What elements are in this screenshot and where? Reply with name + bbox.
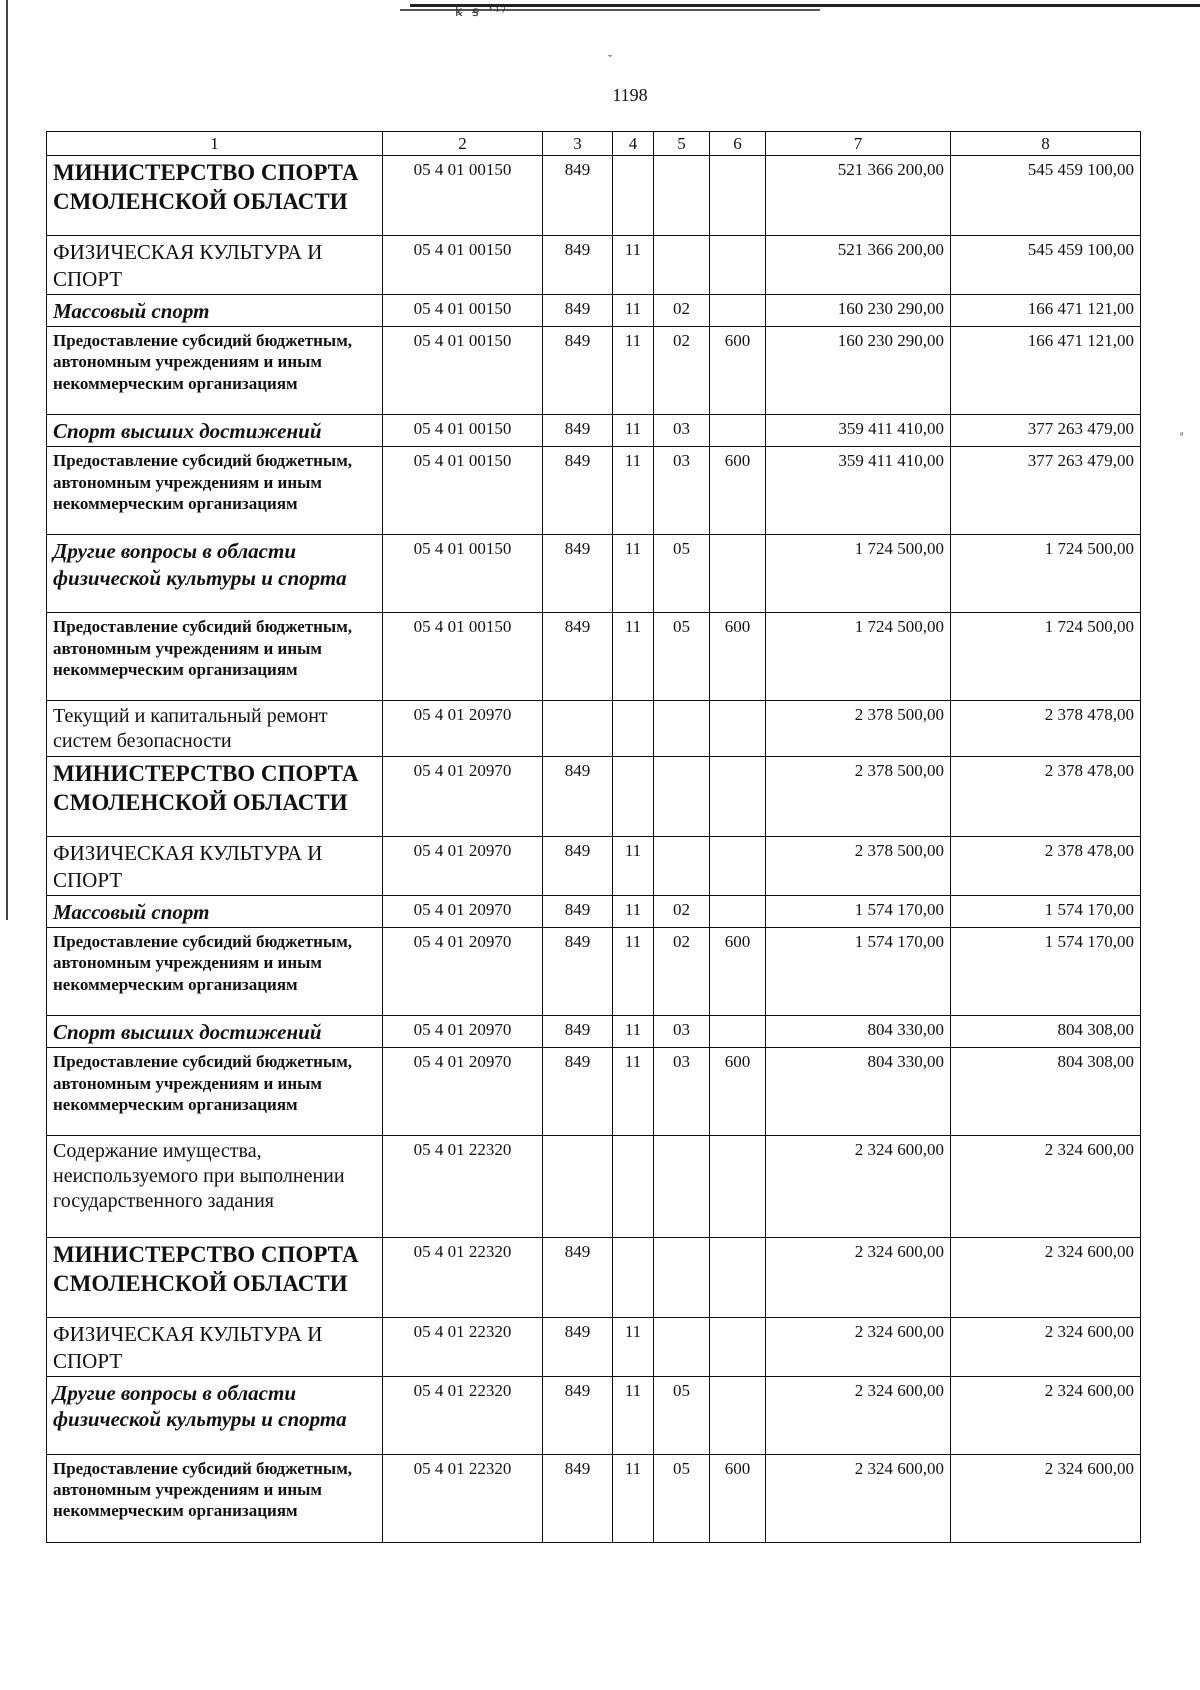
target-article-code: 05 4 01 00150	[383, 415, 543, 447]
department-code: 849	[543, 1016, 613, 1048]
scan-artifact-marks: ꝃ ꞩ ʼⁱˀ	[455, 5, 509, 20]
subsection-code: 03	[654, 415, 710, 447]
amount-year-2: 804 308,00	[951, 1048, 1141, 1136]
section-code: 11	[613, 415, 654, 447]
amount-year-2: 545 459 100,00	[951, 236, 1141, 295]
budget-table	[46, 131, 1141, 1543]
section-code: 11	[613, 1376, 654, 1454]
section-code: 11	[613, 1318, 654, 1377]
department-code: 849	[543, 1318, 613, 1377]
subsection-code	[654, 156, 710, 236]
table-row	[47, 1016, 1141, 1048]
amount-year-2: 1 574 170,00	[951, 928, 1141, 1016]
expense-type-code	[710, 236, 766, 295]
target-article-code: 05 4 01 22320	[383, 1318, 543, 1377]
amount-year-2: 804 308,00	[951, 1016, 1141, 1048]
table-row	[47, 1238, 1141, 1318]
amount-year-2: 1 724 500,00	[951, 535, 1141, 613]
table-row	[47, 535, 1141, 613]
target-article-code: 05 4 01 00150	[383, 535, 543, 613]
department-code: 849	[543, 1238, 613, 1318]
row-name: ФИЗИЧЕСКАЯ КУЛЬТУРА И СПОРТ	[47, 1318, 383, 1377]
department-code: 849	[543, 236, 613, 295]
subsection-code: 02	[654, 895, 710, 927]
amount-year-2: 377 263 479,00	[951, 447, 1141, 535]
row-name: Содержание имущества, неиспользуемого при выполнении государственного задания	[47, 1136, 383, 1238]
table-row	[47, 156, 1141, 236]
subsection-code	[654, 837, 710, 896]
amount-year-1: 1 574 170,00	[766, 895, 951, 927]
amount-year-2: 2 324 600,00	[951, 1136, 1141, 1238]
expense-type-code	[710, 294, 766, 326]
department-code: 849	[543, 613, 613, 701]
table-row	[47, 415, 1141, 447]
amount-year-1: 2 378 500,00	[766, 837, 951, 896]
department-code: 849	[543, 895, 613, 927]
scan-left-edge	[6, 0, 8, 920]
subsection-code: 02	[654, 928, 710, 1016]
table-row	[47, 701, 1141, 757]
amount-year-1: 2 324 600,00	[766, 1136, 951, 1238]
subsection-code: 03	[654, 1048, 710, 1136]
row-name: Спорт высших достижений	[47, 415, 383, 447]
department-code	[543, 701, 613, 757]
row-name: Текущий и капитальный ремонт систем безопасности	[47, 701, 383, 757]
target-article-code: 05 4 01 22320	[383, 1238, 543, 1318]
section-code	[613, 1238, 654, 1318]
section-code: 11	[613, 236, 654, 295]
row-name: Предоставление субсидий бюджетным, автономным учреждениям и иным некоммерческим организациям	[47, 447, 383, 535]
section-code: 11	[613, 837, 654, 896]
subsection-code: 03	[654, 1016, 710, 1048]
table-row	[47, 757, 1141, 837]
table-row	[47, 236, 1141, 295]
section-code: 11	[613, 1016, 654, 1048]
section-code: 11	[613, 294, 654, 326]
expense-type-code	[710, 415, 766, 447]
amount-year-1: 2 378 500,00	[766, 757, 951, 837]
amount-year-2: 2 324 600,00	[951, 1454, 1141, 1542]
section-code: 11	[613, 895, 654, 927]
amount-year-2: 166 471 121,00	[951, 327, 1141, 415]
section-code: 11	[613, 327, 654, 415]
department-code: 849	[543, 327, 613, 415]
amount-year-1: 160 230 290,00	[766, 327, 951, 415]
expense-type-code: 600	[710, 613, 766, 701]
target-article-code: 05 4 01 00150	[383, 447, 543, 535]
row-name: МИНИСТЕРСТВО СПОРТА СМОЛЕНСКОЙ ОБЛАСТИ	[47, 1238, 383, 1318]
amount-year-1: 2 378 500,00	[766, 701, 951, 757]
subsection-code: 05	[654, 1454, 710, 1542]
table-row	[47, 294, 1141, 326]
department-code: 849	[543, 1048, 613, 1136]
expense-type-code: 600	[710, 1048, 766, 1136]
target-article-code: 05 4 01 22320	[383, 1376, 543, 1454]
amount-year-2: 2 324 600,00	[951, 1376, 1141, 1454]
column-number-header-row	[47, 132, 1141, 156]
row-name: Массовый спорт	[47, 294, 383, 326]
row-name: Другие вопросы в области физической культуры и спорта	[47, 535, 383, 613]
department-code: 849	[543, 415, 613, 447]
target-article-code: 05 4 01 22320	[383, 1454, 543, 1542]
row-name: Предоставление субсидий бюджетным, автономным учреждениям и иным некоммерческим организациям	[47, 327, 383, 415]
expense-type-code	[710, 1136, 766, 1238]
amount-year-2: 1 724 500,00	[951, 613, 1141, 701]
row-name: Предоставление субсидий бюджетным, автономным учреждениям и иным некоммерческим организациям	[47, 1048, 383, 1136]
amount-year-2: 377 263 479,00	[951, 415, 1141, 447]
column-header: 8	[951, 132, 1141, 156]
subsection-code: 05	[654, 1376, 710, 1454]
amount-year-1: 2 324 600,00	[766, 1238, 951, 1318]
expense-type-code: 600	[710, 447, 766, 535]
department-code: 849	[543, 156, 613, 236]
amount-year-2: 2 378 478,00	[951, 701, 1141, 757]
subsection-code	[654, 757, 710, 837]
column-header: 4	[613, 132, 654, 156]
subsection-code: 03	[654, 447, 710, 535]
department-code: 849	[543, 928, 613, 1016]
amount-year-2: 166 471 121,00	[951, 294, 1141, 326]
expense-type-code	[710, 535, 766, 613]
amount-year-1: 2 324 600,00	[766, 1454, 951, 1542]
subsection-code: 02	[654, 294, 710, 326]
subsection-code: 02	[654, 327, 710, 415]
target-article-code: 05 4 01 00150	[383, 156, 543, 236]
row-name: Предоставление субсидий бюджетным, автономным учреждениям и иным некоммерческим организациям	[47, 613, 383, 701]
row-name: Спорт высших достижений	[47, 1016, 383, 1048]
row-name: Массовый спорт	[47, 895, 383, 927]
table-row	[47, 1048, 1141, 1136]
subsection-code	[654, 1238, 710, 1318]
subsection-code	[654, 236, 710, 295]
amount-year-2: 2 324 600,00	[951, 1318, 1141, 1377]
table-row	[47, 1376, 1141, 1454]
table-row	[47, 1136, 1141, 1238]
table-row	[47, 1454, 1141, 1542]
section-code: 11	[613, 1454, 654, 1542]
expense-type-code	[710, 1376, 766, 1454]
subsection-code: 05	[654, 535, 710, 613]
department-code	[543, 1136, 613, 1238]
table-row	[47, 895, 1141, 927]
expense-type-code	[710, 1238, 766, 1318]
target-article-code: 05 4 01 20970	[383, 928, 543, 1016]
amount-year-1: 2 324 600,00	[766, 1376, 951, 1454]
amount-year-1: 359 411 410,00	[766, 415, 951, 447]
target-article-code: 05 4 01 22320	[383, 1136, 543, 1238]
expense-type-code	[710, 1016, 766, 1048]
section-code	[613, 757, 654, 837]
column-header: 3	[543, 132, 613, 156]
table-row	[47, 447, 1141, 535]
expense-type-code	[710, 1318, 766, 1377]
table-row	[47, 327, 1141, 415]
target-article-code: 05 4 01 20970	[383, 1048, 543, 1136]
subsection-code	[654, 1318, 710, 1377]
column-header: 1	[47, 132, 383, 156]
target-article-code: 05 4 01 20970	[383, 1016, 543, 1048]
target-article-code: 05 4 01 20970	[383, 701, 543, 757]
amount-year-1: 804 330,00	[766, 1048, 951, 1136]
amount-year-2: 2 378 478,00	[951, 837, 1141, 896]
expense-type-code: 600	[710, 1454, 766, 1542]
target-article-code: 05 4 01 20970	[383, 757, 543, 837]
expense-type-code	[710, 701, 766, 757]
target-article-code: 05 4 01 00150	[383, 236, 543, 295]
section-code	[613, 701, 654, 757]
section-code: 11	[613, 1048, 654, 1136]
row-name: МИНИСТЕРСТВО СПОРТА СМОЛЕНСКОЙ ОБЛАСТИ	[47, 757, 383, 837]
expense-type-code	[710, 156, 766, 236]
department-code: 849	[543, 1376, 613, 1454]
amount-year-1: 1 574 170,00	[766, 928, 951, 1016]
scan-edge-line	[410, 4, 1200, 7]
table-row	[47, 1318, 1141, 1377]
column-header: 7	[766, 132, 951, 156]
section-code	[613, 156, 654, 236]
row-name: ФИЗИЧЕСКАЯ КУЛЬТУРА И СПОРТ	[47, 236, 383, 295]
target-article-code: 05 4 01 00150	[383, 327, 543, 415]
amount-year-1: 1 724 500,00	[766, 535, 951, 613]
amount-year-2: 2 378 478,00	[951, 757, 1141, 837]
page-number: 1198	[612, 85, 648, 105]
row-name: Предоставление субсидий бюджетным, автономным учреждениям и иным некоммерческим организациям	[47, 1454, 383, 1542]
stray-mark: ᵃ	[1180, 428, 1184, 442]
row-name: МИНИСТЕРСТВО СПОРТА СМОЛЕНСКОЙ ОБЛАСТИ	[47, 156, 383, 236]
column-header: 5	[654, 132, 710, 156]
amount-year-1: 521 366 200,00	[766, 236, 951, 295]
target-article-code: 05 4 01 20970	[383, 837, 543, 896]
amount-year-1: 160 230 290,00	[766, 294, 951, 326]
table-row	[47, 837, 1141, 896]
row-name: Другие вопросы в области физической культуры и спорта	[47, 1376, 383, 1454]
expense-type-code	[710, 757, 766, 837]
subsection-code	[654, 701, 710, 757]
section-code	[613, 1136, 654, 1238]
amount-year-2: 2 324 600,00	[951, 1238, 1141, 1318]
section-code: 11	[613, 447, 654, 535]
amount-year-2: 1 574 170,00	[951, 895, 1141, 927]
table-row	[47, 613, 1141, 701]
department-code: 849	[543, 294, 613, 326]
column-header: 2	[383, 132, 543, 156]
target-article-code: 05 4 01 00150	[383, 294, 543, 326]
amount-year-1: 804 330,00	[766, 1016, 951, 1048]
expense-type-code	[710, 895, 766, 927]
table-row	[47, 928, 1141, 1016]
expense-type-code: 600	[710, 327, 766, 415]
department-code: 849	[543, 1454, 613, 1542]
subsection-code	[654, 1136, 710, 1238]
row-name: Предоставление субсидий бюджетным, автономным учреждениям и иным некоммерческим организациям	[47, 928, 383, 1016]
stray-mark: ˇ	[608, 52, 612, 66]
amount-year-2: 545 459 100,00	[951, 156, 1141, 236]
target-article-code: 05 4 01 20970	[383, 895, 543, 927]
target-article-code: 05 4 01 00150	[383, 613, 543, 701]
amount-year-1: 2 324 600,00	[766, 1318, 951, 1377]
amount-year-1: 1 724 500,00	[766, 613, 951, 701]
department-code: 849	[543, 535, 613, 613]
department-code: 849	[543, 447, 613, 535]
amount-year-1: 359 411 410,00	[766, 447, 951, 535]
amount-year-1: 521 366 200,00	[766, 156, 951, 236]
section-code: 11	[613, 613, 654, 701]
department-code: 849	[543, 837, 613, 896]
department-code: 849	[543, 757, 613, 837]
section-code: 11	[613, 535, 654, 613]
subsection-code: 05	[654, 613, 710, 701]
expense-type-code: 600	[710, 928, 766, 1016]
expense-type-code	[710, 837, 766, 896]
column-header: 6	[710, 132, 766, 156]
row-name: ФИЗИЧЕСКАЯ КУЛЬТУРА И СПОРТ	[47, 837, 383, 896]
section-code: 11	[613, 928, 654, 1016]
